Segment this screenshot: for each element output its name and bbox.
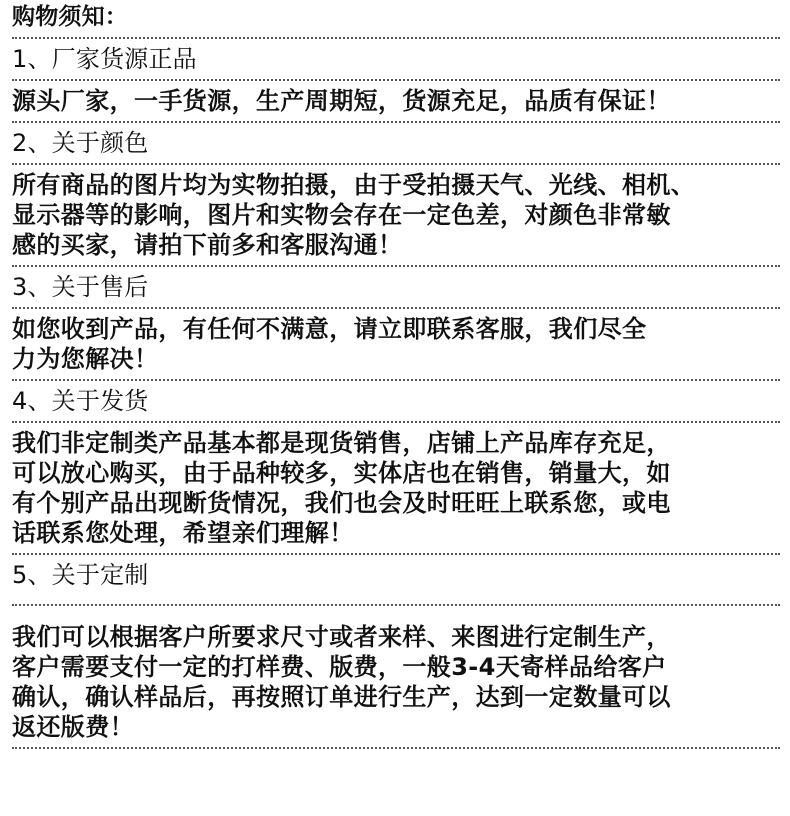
notice-title: 购物须知： [12, 4, 128, 30]
section-5-line-3: 确认，确认样品后，再按照订单进行生产，达到一定数量可以 [12, 683, 671, 711]
dotted-divider [12, 79, 780, 81]
section-5-line-2: 客户需要支付一定的打样费、版费，一般3-4天寄样品给客户 [12, 653, 667, 681]
section-1-heading: 1、厂家货源正品 [12, 45, 197, 73]
dotted-divider [12, 307, 780, 309]
dotted-divider [12, 421, 780, 423]
section-4-line-3: 有个别产品出现断货情况，我们也会及时旺旺上联系您，或电 [12, 489, 671, 517]
dotted-divider [12, 265, 780, 267]
section-4-heading: 4、关于发货 [12, 387, 149, 415]
dotted-divider [12, 604, 780, 606]
dotted-divider [12, 553, 780, 555]
section-4-line-4: 话联系您处理，希望亲们理解！ [12, 519, 354, 547]
section-2-heading: 2、关于颜色 [12, 129, 149, 157]
section-1-line-1: 源头厂家，一手货源，生产周期短，货源充足，品质有保证！ [12, 87, 671, 115]
section-5-heading: 5、关于定制 [12, 561, 149, 589]
section-3-heading: 3、关于售后 [12, 273, 149, 301]
dotted-divider [12, 37, 780, 39]
dotted-divider [12, 379, 780, 381]
section-3-line-2: 力为您解决！ [12, 345, 159, 373]
section-4-line-1: 我们非定制类产品基本都是现货销售，店铺上产品库存充足， [12, 429, 671, 457]
section-5-line-1: 我们可以根据客户所要求尺寸或者来样、来图进行定制生产， [12, 623, 671, 651]
section-2-line-1: 所有商品的图片均为实物拍摄，由于受拍摄天气、光线、相机、 [12, 171, 696, 199]
dotted-divider [12, 747, 780, 749]
section-5-line-4: 返还版费！ [12, 713, 134, 741]
section-2-line-3: 感的买家，请拍下前多和客服沟通！ [12, 231, 403, 259]
dotted-divider [12, 121, 780, 123]
section-4-line-2: 可以放心购买，由于品种较多，实体店也在销售，销量大，如 [12, 459, 671, 487]
section-3-line-1: 如您收到产品，有任何不满意，请立即联系客服，我们尽全 [12, 315, 647, 343]
dotted-divider [12, 163, 780, 165]
section-2-line-2: 显示器等的影响，图片和实物会存在一定色差，对颜色非常敏 [12, 201, 671, 229]
